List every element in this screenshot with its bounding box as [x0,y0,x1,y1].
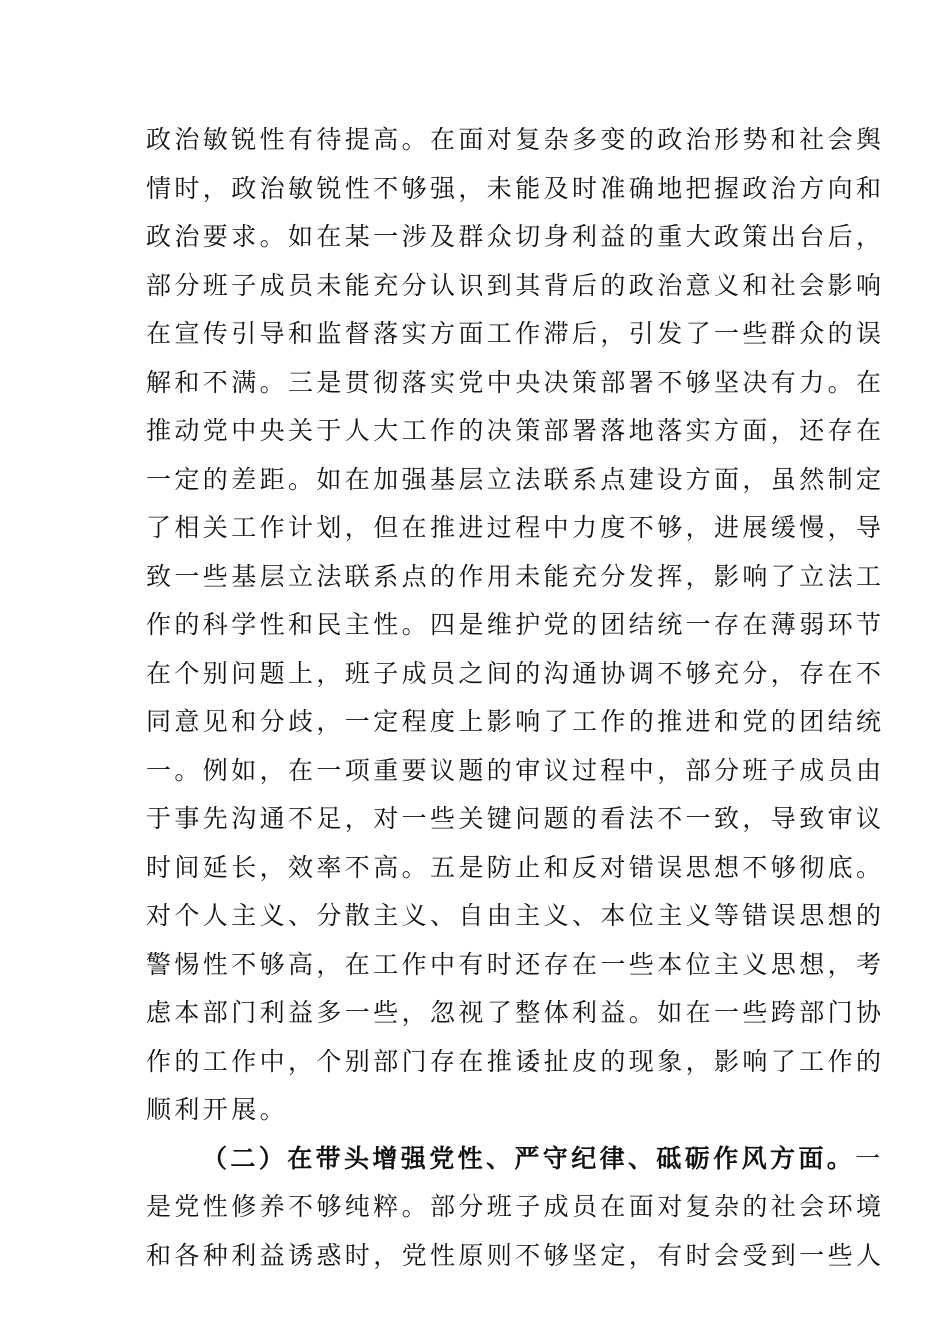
document-body [146,116,885,1280]
text-line: 部分班子成员未能充分认识到其背后的政治意义和社会影响 [146,270,885,300]
text-line: 一定的差距。如在加强基层立法联系点建设方面，虽然制定 [146,464,885,494]
text-line: 同意见和分歧，一定程度上影响了工作的推进和党的团结统 [146,707,885,736]
text-line: 和各种利益诱惑时，党性原则不够坚定，有时会受到一些人 [146,1240,885,1270]
text-line: 作的工作中，个别部门存在推诿扯皮的现象，影响了工作的 [146,1046,885,1076]
text-line: 解和不满。三是贯彻落实党中央决策部署不够坚决有力。在 [146,367,885,397]
paragraph-party-discipline [146,1135,885,1281]
text-line: 政治敏锐性有待提高。在面对复杂多变的政治形势和社会舆 [146,125,885,154]
paragraph-political-issues [146,116,885,1135]
text-line: 推动党中央关于人大工作的决策部署落地落实方面，还存在 [146,416,885,445]
text-line: 于事先沟通不足，对一些关键问题的看法不一致，导致审议 [146,804,885,833]
text-line: 对个人主义、分散主义、自由主义、本位主义等错误思想的 [146,901,885,930]
section-heading-continuation: 一 [855,1143,884,1173]
text-line: 是党性修养不够纯粹。部分班子成员在面对复杂的社会环境 [146,1192,885,1221]
text-line: 致一些基层立法联系点的作用未能充分发挥，影响了立法工 [146,561,885,591]
section-heading-line [146,1135,884,1184]
text-line: 一。例如，在一项重要议题的审议过程中，部分班子成员由 [146,755,885,785]
text-line: 警惕性不够高，在工作中有时还存在一些本位主义思想，考 [146,949,885,979]
text-line: 顺利开展。 [146,1095,289,1124]
text-line: 在个别问题上，班子成员之间的沟通协调不够充分，存在不 [146,658,885,688]
text-line: 在宣传引导和监督落实方面工作滞后，引发了一些群众的误 [146,319,885,348]
text-line: 了相关工作计划，但在推进过程中力度不够，进展缓慢，导 [146,513,885,542]
text-line: 时间延长，效率不高。五是防止和反对错误思想不够彻底。 [146,852,885,882]
section-heading: （二）在带头增强党性、严守纪律、砥砺作风方面。 [202,1143,856,1173]
text-line: 情时，政治敏锐性不够强，未能及时准确地把握政治方向和 [146,173,885,203]
text-line: 虑本部门利益多一些，忽视了整体利益。如在一些跨部门协 [146,998,885,1027]
text-line: 作的科学性和民主性。四是维护党的团结统一存在薄弱环节 [146,610,885,639]
text-line: 政治要求。如在某一涉及群众切身利益的重大政策出台后， [146,222,885,251]
